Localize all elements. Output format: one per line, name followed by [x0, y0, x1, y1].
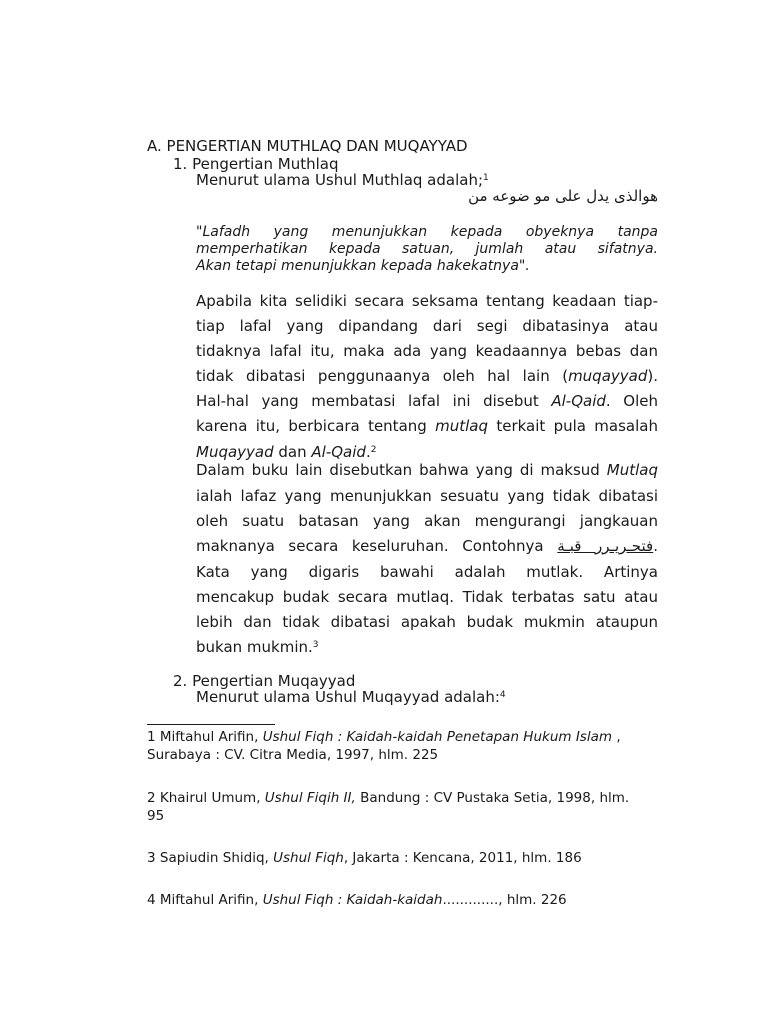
para1-line: tiap lafal yang dipandang dari segi dibatasinya atau [196, 317, 658, 335]
para1-line: Apabila kita selidiki secara seksama tentang keadaan tiap- [196, 292, 658, 310]
subsection-title-muthlaq: 1. Pengertian Muthlaq [173, 155, 339, 173]
quote-line-2: memperhatikan kepada satuan, jumlah atau sifatnya. [196, 241, 658, 257]
arabic-example: فتحـريـرر قبـة [557, 537, 654, 555]
arabic-definition: هوالذى يدل على مو ضوعه من [468, 187, 658, 205]
section-heading: A. PENGERTIAN MUTHLAQ DAN MUQAYYAD [147, 137, 468, 155]
footnote-3: 3 Sapiudin Shidiq, Ushul Fiqh, Jakarta : Kencana, 2011, hlm. 186 [147, 850, 582, 866]
para2-line: Dalam buku lain disebutkan bahwa yang di maksud Mutlaq [196, 461, 658, 479]
para1-line: tidak dibatasi penggunaanya oleh hal lain (muqayyad). [196, 367, 658, 385]
quote-line-3: Akan tetapi menunjukkan kepada hakekatnya". [196, 258, 530, 274]
footnote-ref-4: 4 [499, 690, 506, 700]
subsection-title-muqayyad: 2. Pengertian Muqayyad [173, 672, 356, 690]
para1-line: Muqayyad dan Al-Qaid.$^2$ [196, 443, 377, 461]
para2-line: maknanya secara keseluruhan. Contohnya فتحـريـرر قبـة. [196, 537, 658, 555]
para2-line: bukan mukmin.$^3$ [196, 638, 319, 656]
para2-line: lebih dan tidak dibatasi apakah budak mukmin ataupun [196, 613, 658, 631]
para2-line: mencakup budak secara mutlaq. Tidak terbatas satu atau [196, 588, 658, 606]
para1-line: tidaknya lafal itu, maka ada yang keadaannya bebas dan [196, 342, 658, 360]
footnote-1: 1 Miftahul Arifin, Ushul Fiqh : Kaidah-kaidah Penetapan Hukum Islam , Surabaya : CV. Citra Media, 1997, hlm. 225 [147, 729, 621, 763]
footnote-4: 4 Miftahul Arifin, Ushul Fiqh : Kaidah-kaidah............., hlm. 226 [147, 892, 567, 908]
muthlaq-intro: Menurut ulama Ushul Muthlaq adalah;$^1$ [196, 171, 489, 189]
footnote-ref-3: 3 [312, 640, 319, 650]
footnote-separator [147, 724, 275, 725]
para2-line: oleh suatu batasan yang akan mengurangi jangkauan [196, 512, 658, 530]
muqayyad-intro: Menurut ulama Ushul Muqayyad adalah:$^4$ [196, 688, 506, 706]
quote-line-1: "Lafadh yang menunjukkan kepada obyeknya tanpa [196, 224, 658, 240]
para2-line: ialah lafaz yang menunjukkan sesuatu yang tidak dibatasi [196, 487, 658, 505]
footnote-2: 2 Khairul Umum, Ushul Fiqih II, Bandung : CV Pustaka Setia, 1998, hlm. 95 [147, 790, 630, 824]
para2-line: Kata yang digaris bawahi adalah mutlak. Artinya [196, 563, 658, 581]
footnote-ref-2: 2 [370, 445, 377, 455]
para1-line: Hal-hal yang membatasi lafal ini disebut Al-Qaid. Oleh [196, 392, 658, 410]
para1-line: karena itu, berbicara tentang mutlaq terkait pula masalah [196, 417, 658, 435]
footnote-ref-1: 1 [483, 173, 489, 183]
